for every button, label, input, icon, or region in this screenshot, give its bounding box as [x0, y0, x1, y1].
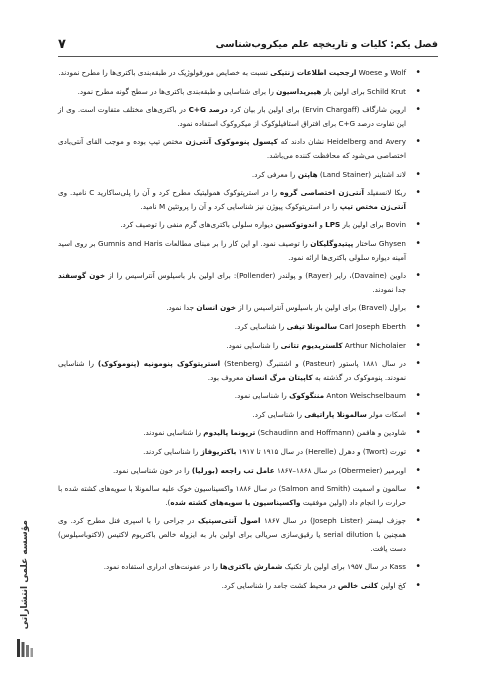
- bullet-text: را در خون شناسایی نمود.: [112, 465, 192, 475]
- page-body: [58, 66, 422, 597]
- bullet-item: [58, 579, 422, 593]
- bullet-text: ).: [165, 497, 171, 507]
- bullet-item: [58, 445, 422, 459]
- bullet-text: را شناسایی نمودند. پنوموکوک در گذشته به: [58, 359, 406, 382]
- bullet-text: جدا نمود.: [166, 303, 197, 313]
- bullet-text: معروف بود.: [207, 372, 246, 382]
- bullet-text: اروین شارگاف (Ervin Chargaff) برای اولین بار بیان کرد: [227, 105, 406, 115]
- bullet-item: [58, 560, 422, 574]
- bullet-item: [58, 408, 422, 422]
- header-divider: [58, 56, 438, 57]
- bold-term: هیبریداسیون: [276, 86, 322, 96]
- bullet-text: را در عفونت‌های ادراری استفاده نمود.: [103, 562, 220, 572]
- bullet-text: Heidelberg and Avery نشان دادند که: [277, 137, 406, 147]
- bold-term: شمارش باکتری‌ها: [219, 562, 283, 572]
- bullet-item: [58, 301, 422, 315]
- bullet-text: اوبرمیر (Obermeier) در سال ۱۸۶۸–۱۸۶۷: [274, 465, 406, 475]
- bullet-text: لاند اشتاینر (Land Stainer): [317, 169, 406, 179]
- bullet-text: را شناسایی نمود.: [234, 391, 290, 401]
- bold-term: باکتریوفاژ: [200, 447, 237, 457]
- bold-term: مننگوکوک: [289, 391, 325, 401]
- bold-term: استرپتوکوک پنومونیه (پنوموکوک): [97, 359, 221, 369]
- bold-term: سالمونلا پاراتیفی: [304, 409, 367, 419]
- bullet-item: [58, 464, 422, 478]
- bold-term: LPS: [325, 220, 341, 230]
- bullet-item: [58, 357, 422, 384]
- bullet-text: جوزف لیستر (Joseph Lister) در سال ۱۸۶۷: [260, 516, 406, 526]
- bullet-item: [58, 135, 422, 162]
- bold-term: واکسیناسیون با سویه‌های کشته شده: [170, 497, 301, 507]
- bold-term: آنتی‌ژن مختص تیپ: [339, 201, 406, 211]
- bold-term: سالمونلا تیفی: [286, 321, 338, 331]
- bullet-text: Ghysen ساختار: [353, 238, 406, 248]
- bold-term: اندوتوکسین: [275, 220, 318, 230]
- page-number: ۷: [58, 36, 66, 52]
- bullet-item: [58, 320, 422, 334]
- bullet-text: را شناسایی نمودند.: [143, 428, 204, 438]
- bullet-text: براول (Bravel) برای اولین بار باسیلوس آنتراسیس را از: [235, 303, 406, 313]
- bullet-text: و: [317, 220, 326, 230]
- bold-term: اصول آنتی‌سپتیک: [197, 516, 261, 526]
- bullet-text: در باکتری‌های مختلف متفاوت است. وی از این تفاوت درصد C+G برای افتراق استافیلوکوک از میکروکوک استفاده نمود.: [58, 105, 406, 128]
- bullet-item: [58, 168, 422, 182]
- bullet-text: ربکا لانسفیلد: [363, 188, 406, 198]
- chapter-title: فصل یکم: کلیات و تاریخچه علم میکروب‌شناسی: [215, 38, 438, 50]
- bullet-item: [58, 218, 422, 232]
- bullet-text: نسبت به خصایص مورفولوژیک در طبقه‌بندی باکتری‌ها را مطرح نمودند.: [58, 68, 271, 77]
- bold-term: عامل تب راجعه (بورلیا): [191, 465, 275, 475]
- bold-term: ارجحیت اطلاعات ژنتیکی: [270, 68, 357, 77]
- bullet-text: را شناسایی کرد.: [252, 409, 305, 419]
- bullet-text: کخ اولین: [378, 580, 406, 590]
- bullet-text: جدا نمودند.: [372, 284, 406, 294]
- bullet-item: [58, 66, 422, 80]
- bold-term: کاپیتان مرگ انسان: [245, 372, 313, 382]
- bullet-text: Carl Joseph Eberth: [337, 321, 406, 331]
- bullet-text: را شناسایی کرد.: [234, 321, 287, 331]
- bold-term: خون گوسفند: [58, 271, 106, 281]
- bullet-text: اسکات مولر: [366, 409, 406, 419]
- bullet-text: سالمون و اسمیت (Salmon and Smith) در سال ۱۸۸۶ واکسیناسیون خوک علیه سالمونلا با سویه‌های کشته شده با حرارت را انجام داد (اولین موفقیت: [58, 484, 406, 507]
- bullet-text: در سال ۱۸۸۱ پاستور (Pasteur) و اشتنبرگ (Stenberg): [220, 359, 406, 369]
- bullet-text: را در استرپتوکوک پیوژن نیز شناسایی کرد و آن را پروتئین M نامید.: [140, 201, 340, 211]
- publisher-sidebar: [12, 520, 38, 690]
- bullet-item: [58, 103, 422, 130]
- bold-term: درصد C+G: [188, 105, 228, 115]
- bullet-item: [58, 339, 422, 353]
- bullet-text: Kass در سال ۱۹۵۷ برای اولین بار تکنیک: [282, 562, 406, 572]
- bullet-text: را برای شناسایی و طبقه‌بندی باکتری‌ها در سطح گونه مطرح نمود.: [77, 86, 277, 96]
- bold-term: کپسول پنوموکوک آنتی‌ژن: [185, 137, 278, 147]
- bold-term: کلنی خالص: [337, 580, 379, 590]
- bullet-text: را شناسایی نمود.: [226, 340, 281, 350]
- bold-term: آنتی‌ژن اختصاصی گروه: [280, 188, 364, 198]
- bullet-text: را شناسایی کردند.: [143, 447, 201, 457]
- bullet-text: را توصیف نمود. او این کار را بر مبنای مطالعات Gumnis and Haris بر روی اسید آمینه دیواره سلولی باکتری‌ها ارائه نمود.: [58, 238, 406, 262]
- bullet-item: [58, 389, 422, 403]
- bullet-text: Wolf و Woese: [356, 68, 406, 77]
- bullet-item: [58, 426, 422, 440]
- bullet-text: شاودین و هافمن (Schaudinn and Hoffmann): [255, 428, 406, 438]
- bullet-list: [58, 66, 422, 592]
- bullet-text: را معرفی کرد.: [251, 169, 298, 179]
- bullet-text: Arthur Nicholaier: [342, 340, 406, 350]
- bold-term: خون انسان: [196, 303, 236, 313]
- bullet-item: [58, 514, 422, 555]
- bullet-item: [58, 269, 422, 296]
- publisher-name: مؤسسه علمی انتشاراتی: [20, 520, 30, 630]
- bullet-text: در محیط کشت جامد را شناسایی کرد.: [221, 580, 338, 590]
- bullet-text: داوین (Davaine)، رایر (Rayer) و پولندر (Pollender): برای اولین بار باسیلوس آنتراسیس را از: [105, 271, 407, 281]
- bold-term: کلستریدیوم تتانی: [280, 340, 343, 350]
- page-header: [58, 36, 438, 52]
- bullet-text: Bovin برای اولین بار: [340, 220, 406, 230]
- bullet-item: [58, 85, 422, 99]
- bullet-item: [58, 186, 422, 213]
- bold-term: هاپتن: [297, 169, 318, 179]
- bullet-text: در جراحی را با اسپری فنل مطرح کرد. وی همچنین با serial dilution یا رقیق‌سازی سریالی برای اولین بار به ایزوله خالص باکتریوم لاکتیس (لاکتوباسیلوس) دست یافت.: [58, 516, 407, 553]
- bullet-text: Schild Krut برای اولین بار: [321, 86, 406, 96]
- bold-term: ترپونما پالیدوم: [203, 428, 256, 438]
- bullet-text: را در استرپتوکوک همولیتیک مطرح کرد و آن را پلی‌ساکارید C نامید. وی: [58, 188, 281, 198]
- bold-term: پپتیدوگلیکان: [310, 238, 354, 248]
- bullet-text: مختص تیپ بوده و موجب القای آنتی‌بادی اختصاصی می‌شود که محافظت کننده می‌باشد.: [58, 137, 406, 160]
- bullet-item: [58, 237, 422, 264]
- bullet-text: Anton Weischselbaum: [324, 391, 406, 401]
- bullet-item: [58, 482, 422, 509]
- bullet-text: دیواره سلولی باکتری‌های گرم منفی را توصیف کرد.: [120, 220, 276, 230]
- publisher-logo-icon: [16, 637, 34, 663]
- bullet-text: تورت (Twort) و دهرل (Herelle) در سال ۱۹۱۵ تا ۱۹۱۷: [236, 447, 406, 457]
